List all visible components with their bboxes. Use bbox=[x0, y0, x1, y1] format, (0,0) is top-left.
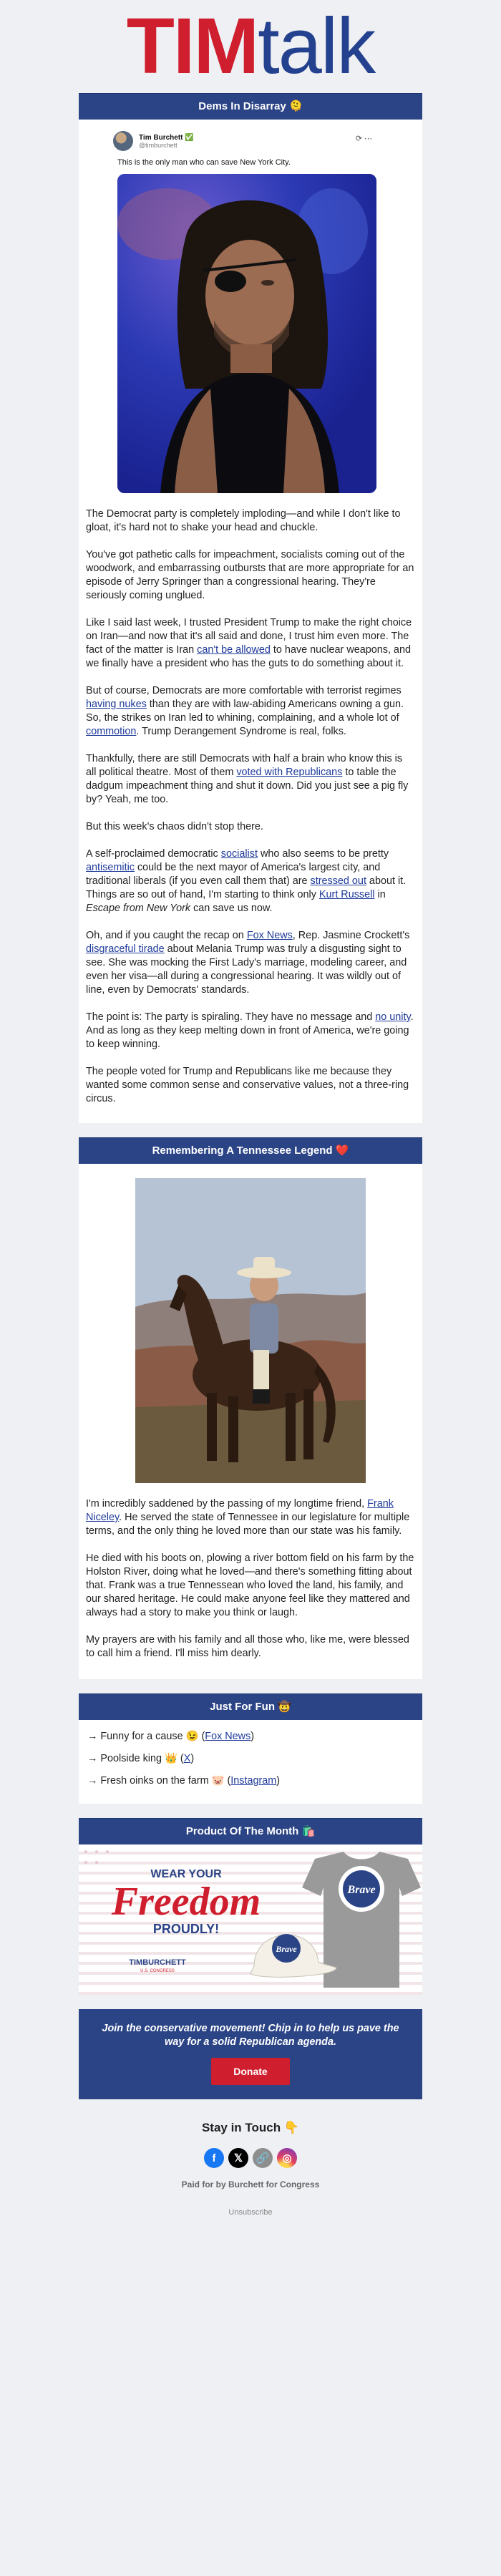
spacer bbox=[79, 1123, 422, 1137]
logo-tim: TIM bbox=[126, 2, 258, 90]
paragraph-text: . And as long as they keep melting down in front of America, we're going to keep winning. bbox=[86, 1011, 414, 1050]
list-item-text: ) bbox=[276, 1775, 281, 1787]
link-no-unity[interactable]: no unity bbox=[375, 1011, 411, 1023]
paragraph bbox=[86, 1552, 415, 1620]
paragraph bbox=[86, 1065, 415, 1123]
paragraph-text: My prayers are with his family and all those who, like me, were blessed to call him a friend. I'll miss him dearly. bbox=[86, 1634, 409, 1659]
horse-photo-graphic bbox=[135, 1178, 366, 1483]
paragraph-text: about Melania Trump was truly a disgusting sight to see. She was mocking the First Lady's marriage, modeling career, and even her visa—all during a congressional hearing. It was wildly out of line, even by Democrats' standards. bbox=[86, 943, 407, 996]
paragraph-text: Thankfully, there are still Democrats with half a brain who know this is all political theatre. Most of them bbox=[86, 753, 403, 778]
tweet-icons bbox=[356, 134, 372, 143]
paragraph-text: Like I said last week, I trusted President Trump to make the right choice on Iran—and now that it's all said and done, I trust him even more. The fact of the matter is Iran bbox=[86, 617, 412, 656]
tweet-author-name: Tim Burchett ✅ bbox=[139, 133, 194, 142]
paragraph bbox=[86, 847, 415, 915]
facebook-icon[interactable]: f bbox=[204, 2148, 224, 2168]
tweet-photo-snake-plissken[interactable] bbox=[117, 174, 376, 493]
section-just-for-fun bbox=[79, 1693, 422, 1804]
paragraph-text: He died with his boots on, plowing a river bottom field on his farm by the Holston River, doing what he loved—and there's something fitting about that. Frank was a true Tennessean who loved the land, his family, and our shared heritage. He could make anyone feel like they mattered and always had a story to make you think or laugh. bbox=[86, 1552, 414, 1618]
paragraph-text: Oh, and if you caught the recap on bbox=[86, 930, 247, 941]
link-fox-news[interactable]: Fox News bbox=[246, 930, 293, 941]
footer bbox=[79, 2099, 422, 2217]
more-icon: ⋯ bbox=[364, 135, 372, 143]
link-commotion[interactable]: commotion bbox=[86, 726, 137, 737]
spacer bbox=[79, 1804, 422, 1818]
donate-button[interactable]: Donate bbox=[211, 2058, 290, 2085]
paragraph bbox=[86, 684, 415, 739]
paragraph bbox=[86, 929, 415, 997]
paragraph-text: can save us now. bbox=[190, 903, 273, 914]
embedded-tweet[interactable] bbox=[79, 120, 422, 500]
product-banner-graphic bbox=[79, 1844, 422, 1995]
paragraph bbox=[86, 820, 415, 834]
paragraph-text: . He served the state of Tennessee in our legislature for multiple terms, and the only thing he loved more than our state was his family. bbox=[86, 1512, 410, 1537]
paragraph-text: I'm incredibly saddened by the passing of my longtime friend, bbox=[86, 1498, 368, 1510]
paragraph-text: The Democrat party is completely imploding—and while I don't like to gloat, it's hard not to shake your head and chuckle. bbox=[86, 508, 401, 533]
list-item bbox=[87, 1752, 414, 1766]
instagram-icon[interactable]: ◎ bbox=[277, 2148, 297, 2168]
tweet-text: This is the only man who can save New York City. bbox=[117, 158, 291, 167]
spacer bbox=[79, 1995, 422, 2009]
paragraph bbox=[86, 1633, 415, 1679]
email-container bbox=[79, 93, 422, 2217]
paragraph-text: who also seems to be pretty bbox=[257, 848, 389, 860]
refresh-icon: ⟳ bbox=[355, 135, 362, 143]
link-stressed-out[interactable]: stressed out bbox=[310, 875, 366, 887]
list-item bbox=[87, 1730, 414, 1744]
tweet-author-handle: @timburchett bbox=[139, 141, 177, 149]
section-header: Dems In Disarray 🫠 bbox=[79, 93, 422, 120]
link-antisemitic[interactable]: antisemitic bbox=[86, 862, 135, 873]
link-disgraceful-tirade[interactable]: disgraceful tirade bbox=[86, 943, 165, 955]
link-kurt-russell[interactable]: Kurt Russell bbox=[318, 889, 375, 900]
x-icon[interactable]: 𝕏 bbox=[228, 2148, 248, 2168]
list-item bbox=[87, 1774, 414, 1788]
paragraph-text: . Trump Derangement Syndrome is real, folks. bbox=[136, 726, 346, 737]
paragraph-text: You've got pathetic calls for impeachment, socialists coming out of the woodwork, and embarrassing outbursts that are more appropriate for an episode of Jerry Springer than a congressional hearing. They're seriously coming unglued. bbox=[86, 549, 414, 601]
section-product-of-the-month bbox=[79, 1818, 422, 1995]
paragraph-text: than they are with law-abiding Americans owning a gun. So, the strikes on Iran led to whining, complaining, and a whole lot of bbox=[86, 699, 404, 724]
link-cant-be-allowed[interactable]: can't be allowed bbox=[197, 644, 271, 656]
paragraph-text: in bbox=[374, 889, 386, 900]
paragraph-text: , Rep. Jasmine Crockett's bbox=[292, 930, 410, 941]
paragraph-text: But of course, Democrats are more comfortable with terrorist regimes bbox=[86, 685, 402, 696]
paragraph-text: The point is: The party is spiraling. They have no message and bbox=[86, 1011, 376, 1023]
paragraph bbox=[86, 616, 415, 671]
paragraph-text: The people voted for Trump and Republicans like me because they wanted some common sense and conservative values, not a three-ring circus. bbox=[86, 1066, 409, 1104]
photo-frank-niceley-on-horse bbox=[135, 1178, 366, 1483]
section-dems-in-disarray bbox=[79, 93, 422, 1123]
paragraph bbox=[86, 752, 415, 807]
list-item-text: ) bbox=[190, 1753, 195, 1764]
link-frank-niceley[interactable]: Frank Niceley bbox=[86, 1498, 394, 1523]
hat-graphic-text: Brave bbox=[276, 1944, 297, 1954]
timtalk-logo bbox=[0, 0, 501, 93]
donate-cta bbox=[79, 2009, 422, 2099]
list-item-text: → Fresh oinks on the farm 🐷 ( bbox=[87, 1775, 231, 1787]
banner-proudly: PROUDLY! bbox=[152, 1922, 220, 1936]
paragraph-text: A self-proclaimed democratic bbox=[86, 848, 221, 860]
link-voted-with-republicans[interactable]: voted with Republicans bbox=[236, 767, 343, 778]
link-fox-news-fun[interactable]: Fox News bbox=[205, 1731, 251, 1742]
banner-wear-your: WEAR YOUR bbox=[150, 1868, 222, 1880]
banner-freedom: Freedom bbox=[111, 1880, 261, 1924]
logo-talk: talk bbox=[258, 2, 375, 90]
product-banner[interactable] bbox=[79, 1844, 422, 1995]
section1-body bbox=[79, 500, 422, 1123]
paragraph-text: could be the next mayor of America's largest city, and traditional liberals (if you even call them that) are bbox=[86, 862, 381, 887]
paid-for-disclaimer: Paid for by Burchett for Congress bbox=[181, 2179, 320, 2189]
link-icon[interactable]: 🔗 bbox=[253, 2148, 273, 2168]
stay-in-touch: Stay in Touch 👇 bbox=[201, 2121, 300, 2134]
section-header: Product Of The Month 🛍️ bbox=[79, 1818, 422, 1844]
link-x[interactable]: X bbox=[183, 1753, 191, 1764]
section2-body bbox=[79, 1497, 422, 1679]
section-tennessee-legend bbox=[79, 1137, 422, 1679]
paragraph-text: to table the dadgum impeachment thing and shut it down. Did you just see a pig fly by? Yeah, me too. bbox=[86, 767, 409, 805]
list-item-text: → Poolside king 👑 ( bbox=[87, 1753, 184, 1764]
unsubscribe-link[interactable]: Unsubscribe bbox=[228, 2208, 273, 2217]
paragraph-text: to have nuclear weapons, and we finally have a president who has the guts to do something about it. bbox=[86, 644, 411, 669]
tweet-photo-graphic bbox=[117, 174, 376, 493]
paragraph bbox=[86, 507, 415, 535]
link-having-nukes[interactable]: having nukes bbox=[86, 699, 147, 710]
movie-title: Escape from New York bbox=[86, 903, 191, 914]
section-header: Remembering A Tennessee Legend ❤️ bbox=[79, 1137, 422, 1164]
spacer bbox=[79, 1679, 422, 1693]
paragraph bbox=[86, 1011, 415, 1051]
banner-brand: TIMBURCHETT bbox=[129, 1958, 186, 1967]
section-header: Just For Fun 🤠 bbox=[79, 1693, 422, 1720]
shirt-graphic-text: Brave bbox=[347, 1884, 376, 1896]
link-instagram[interactable]: Instagram bbox=[230, 1775, 277, 1787]
fun-list bbox=[79, 1720, 422, 1804]
avatar bbox=[113, 131, 133, 151]
list-item-text: ) bbox=[250, 1731, 255, 1742]
paragraph bbox=[86, 1497, 415, 1538]
paragraph-text: But this week's chaos didn't stop there. bbox=[86, 821, 263, 832]
social-links bbox=[79, 2148, 422, 2168]
paragraph-text: about it. Things are so out of hand, I'm starting to think only bbox=[86, 875, 407, 900]
link-socialist[interactable]: socialist bbox=[220, 848, 258, 860]
cta-message: Join the conservative movement! Chip in to help us pave the way for a solid Republican agenda. bbox=[102, 2023, 399, 2048]
list-item-text: → Funny for a cause 😉 ( bbox=[87, 1731, 205, 1742]
banner-brand-sub: U.S. CONGRESS bbox=[140, 1969, 175, 1973]
paragraph bbox=[86, 548, 415, 603]
